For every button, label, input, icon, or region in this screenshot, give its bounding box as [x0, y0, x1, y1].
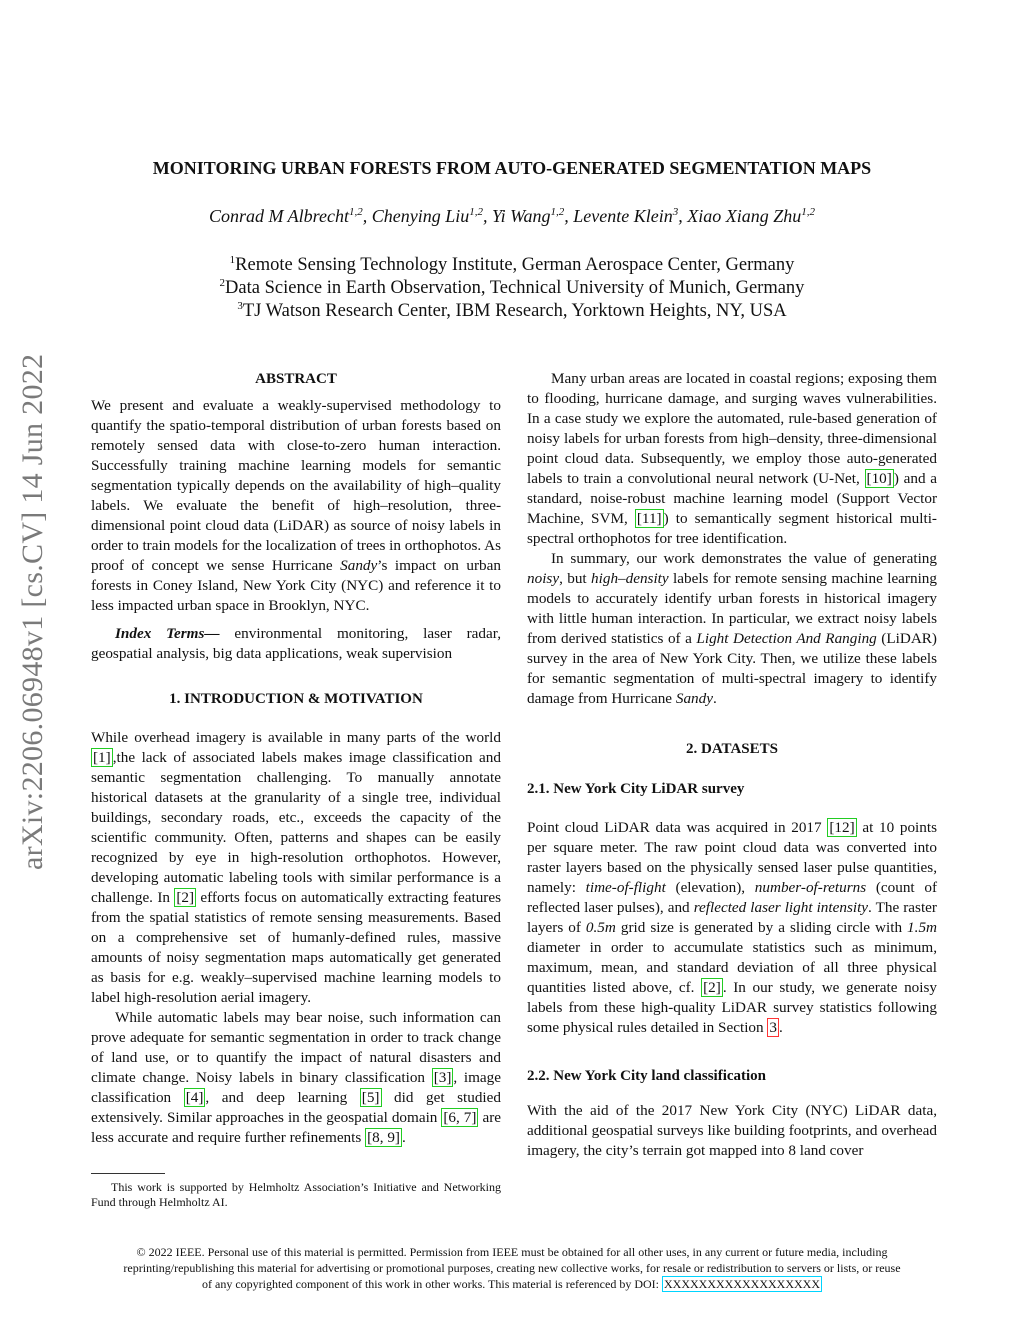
footnote-rule — [91, 1173, 165, 1174]
author-name: Chenying Liu$^{1,2}$ — [371, 206, 483, 226]
copyright-line-2: reprinting/republishing this material for advertising or promotional purposes, creating new collective works, for resale or redistribution to servers or lists, or reuse — [123, 1261, 901, 1275]
footnote: This work is supported by Helmholtz Association’s Initiative and Networking Fund through Helmholtz AI. — [91, 1180, 501, 1209]
section-ref-link[interactable]: 3 — [769, 1019, 778, 1036]
citation-link[interactable]: [10] — [866, 470, 892, 487]
intro-paragraph-1: While overhead imagery is available in many parts of the world [1] ,the lack of associated labels makes image classification and semantic segmentation challenging. To manually annotate historical datasets at the granularity of a single tree, individual buildings, secondary roads, etc., exceeds the capacity of the scientific community. Often, patterns and shapes can be easily recognized by eye in high-resolution orthophotos. However, developing automatic labeling tools with similar performance is a challenge. In [2] efforts focus on automatically extracting features from the spatial statistics of remote sensing measurements. Based on a comprehensive set of humanly-defined rules, massive amounts of noisy segmentation maps automatically get generated as basis for e.g. weakly–supervised machine learning models to label high-resolution aerial imagery. — [91, 729, 501, 1006]
right-column — [527, 369, 937, 1161]
intro-heading: 1. INTRODUCTION & MOTIVATION — [169, 691, 423, 707]
index-terms — [91, 624, 501, 664]
arxiv-stamp: arXiv:2206.06948v1 [cs.CV] 14 Jun 2022 — [16, 353, 49, 870]
right-paragraph-2: In summary, our work demonstrates the value of generating noisy, but high–density labels for remote sensing machine learning models to accurately identify urban forests in historical imagery with little human interaction. In particular, we extract noisy labels from derived statistics of a Light Detection And Ranging (LiDAR) survey in the area of New York City. Then, we utilize these labels for semantic segmentation of multi-spectral imagery to identify damage from Hurricane Sandy. — [527, 550, 937, 707]
subsection-2-1-heading: 2.1. New York City LiDAR survey — [527, 781, 745, 797]
left-column — [91, 369, 501, 1148]
subsection-2-2-text: With the aid of the 2017 New York City (NYC) LiDAR data, additional geospatial surveys like building footprints, and overhead imagery, the city’s terrain got mapped into 8 land cover — [527, 1102, 937, 1159]
doi-link[interactable]: XXXXXXXXXXXXXXXXXX — [664, 1277, 820, 1291]
affiliation: $^1$Remote Sensing Technology Institute, German Aerospace Center, Germany — [229, 253, 795, 275]
author-name: Levente Klein$^3$ — [573, 206, 679, 226]
citation-link[interactable]: [8, 9] — [367, 1129, 400, 1146]
copyright-line-3 — [60, 1276, 964, 1292]
author-list: Conrad M Albrecht$^{1,2}$, Chenying Liu$^{1,2}$, Yi Wang$^{1,2}$, Levente Klein$^3$, Xiao Xiang Zhu$^{1,2}$ — [208, 206, 815, 226]
citation-link[interactable]: [5] — [361, 1089, 380, 1106]
affiliation: $^3$TJ Watson Research Center, IBM Research, Yorktown Heights, NY, USA — [237, 299, 787, 321]
citation-link[interactable]: [2] — [176, 889, 195, 906]
right-paragraph-1: Many urban areas are located in coastal regions; exposing them to flooding, hurricane damage, and surging waves vulnerabilities. In a case study we explore the automated, rule-based generation of noisy labels for urban forests from high–density, three-dimensional point cloud data. Subsequently, we employ those auto-generated labels to train a convolutional neural network (U-Net, [10] ) and a standard, noise-robust machine learning model (Support Vector Machine, SVM, [11] ) to semantically segment historical multi-spectral orthophotos for tree identification. — [527, 370, 937, 547]
paper-title: MONITORING URBAN FORESTS FROM AUTO-GENERATED SEGMENTATION MAPS — [152, 158, 872, 178]
index-terms-label: Index Terms— — [115, 625, 220, 642]
affiliation: $^2$Data Science in Earth Observation, Technical University of Munich, Germany — [219, 276, 805, 298]
copyright-notice — [60, 1244, 964, 1292]
citation-link[interactable]: [11] — [636, 510, 662, 527]
author-name: Conrad M Albrecht$^{1,2}$ — [208, 206, 363, 226]
citation-link[interactable]: [2] — [703, 979, 721, 996]
copyright-line-1: © 2022 IEEE. Personal use of this material is permitted. Permission from IEEE must be obtained for all other uses, in any current or future media, including — [136, 1245, 888, 1259]
subsection-2-1-text: Point cloud LiDAR data was acquired in 2017 [12] at 10 points per square meter. The raw point cloud data was converted into raster layers based on the physically sensed laser pulse quantities, namely: time-of-flight (elevation), number-of-returns (count of reflected laser pulses), and reflected laser light intensity. The raster layers of 0.5m grid size is generated by a sliding circle with 1.5m diameter in order to accumulate statistics such as minimum, maximum, mean, and standard deviation of all three physical quantities listed above, cf. [2] . In our study, we generate noisy labels from these high-quality LiDAR survey statistics following some physical rules detailed in Section 3 . — [527, 819, 938, 1036]
citation-link[interactable]: [3] — [433, 1069, 452, 1086]
citation-link[interactable]: [1] — [93, 749, 111, 766]
citation-link[interactable]: [6, 7] — [443, 1109, 477, 1126]
author-name: Yi Wang$^{1,2}$ — [491, 206, 565, 226]
datasets-heading: 2. DATASETS — [686, 741, 778, 757]
affiliation-list — [0, 254, 1024, 323]
citation-link[interactable]: [4] — [185, 1089, 204, 1106]
author-name: Xiao Xiang Zhu$^{1,2}$ — [687, 206, 815, 226]
abstract-text: We present and evaluate a weakly-supervised methodology to quantify the spatio-temporal distribution of urban forests based on remotely sensed data with close-to-zero human interaction. Successfully training machine learning models for semantic segmentation typically depends on the availability of high–quality labels. We evaluate the benefit of high–resolution, three-dimensional point cloud data (LiDAR) as source of noisy labels in order to train models for the localization of trees in orthophotos. As proof of concept we sense Hurricane Sandy’s impact on urban forests in Coney Island, New York City (NYC) and reference it to less impacted urban space in Brooklyn, NYC. — [91, 397, 501, 614]
citation-link[interactable]: [12] — [829, 819, 855, 836]
intro-paragraph-2: While automatic labels may bear noise, such information can prove adequate for semantic segmentation in order to track change of land use, or to quantify the impact of natural disasters and climate change. Noisy labels in binary classification [3] , image classification [4] , and deep learning [5] did get studied extensively. Similar approaches in the geospatial domain [6, 7] are less accurate and require further refinements [8, 9] . — [91, 1009, 502, 1146]
abstract-heading: ABSTRACT — [255, 371, 337, 387]
copyright-line-3-text: of any copyrighted component of this work in other works. This material is referenced by DOI: — [202, 1277, 662, 1291]
subsection-2-2-heading: 2.2. New York City land classification — [527, 1068, 767, 1084]
index-terms-text: environmental monitoring, laser radar, geospatial analysis, big data applications, weak supervision — [91, 625, 501, 662]
